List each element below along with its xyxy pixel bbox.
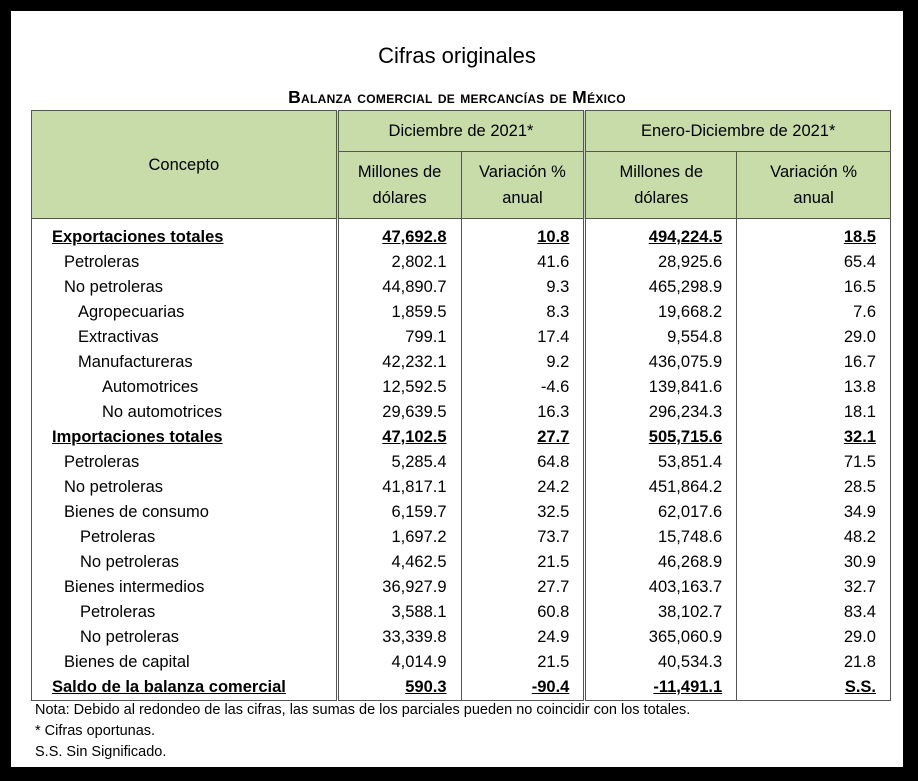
cell-dic-millones: 47,102.5 (382, 428, 447, 446)
cell-dic-millones: 4,014.9 (337, 650, 461, 675)
cell-dic-variacion: 10.8 (537, 228, 570, 246)
table-row (32, 625, 891, 650)
note-asterisk: * Cifras oportunas. (35, 723, 156, 739)
row-label: Importaciones totales (52, 428, 223, 446)
cell-dic-variacion: 32.5 (461, 500, 585, 525)
subtitle: Cifras originales (378, 43, 536, 68)
header-millones-ene: Millones de dólares (585, 152, 737, 219)
trade-balance-table (31, 110, 891, 701)
cell-dic-variacion: 27.7 (461, 575, 585, 600)
cell-ene-millones: 62,017.6 (585, 500, 737, 525)
cell-ene-millones: 19,668.2 (585, 300, 737, 325)
document-frame (8, 8, 906, 770)
cell-ene-millones: 451,864.2 (585, 475, 737, 500)
table-row (32, 500, 891, 525)
table-row (32, 425, 891, 450)
row-label: Bienes de consumo (32, 500, 338, 525)
cell-dic-variacion: 16.3 (461, 400, 585, 425)
table-row (32, 400, 891, 425)
table-row (32, 350, 891, 375)
cell-ene-millones: 28,925.6 (585, 250, 737, 275)
row-label: Automotrices (32, 375, 338, 400)
row-label: Bienes intermedios (32, 575, 338, 600)
table-row (32, 325, 891, 350)
cell-ene-millones: 139,841.6 (585, 375, 737, 400)
cell-dic-millones: 590.3 (405, 678, 447, 696)
cell-dic-millones: 2,802.1 (337, 250, 461, 275)
cell-dic-variacion: 24.9 (461, 625, 585, 650)
cell-ene-variacion: 29.0 (737, 325, 891, 350)
cell-dic-variacion: -4.6 (461, 375, 585, 400)
table-row (32, 575, 891, 600)
row-label: Bienes de capital (32, 650, 338, 675)
cell-ene-millones: 365,060.9 (585, 625, 737, 650)
cell-dic-millones: 4,462.5 (337, 550, 461, 575)
table-title: Balanza comercial de mercancías de México (288, 87, 626, 107)
cell-dic-variacion: 41.6 (461, 250, 585, 275)
note-ss: S.S. Sin Significado. (35, 744, 167, 760)
cell-dic-millones: 42,232.1 (337, 350, 461, 375)
header-concepto: Concepto (32, 111, 338, 219)
cell-ene-variacion: 32.1 (843, 428, 876, 446)
cell-dic-variacion: -90.4 (531, 678, 570, 696)
cell-ene-variacion: 21.8 (737, 650, 891, 675)
cell-ene-millones: 9,554.8 (585, 325, 737, 350)
cell-dic-variacion: 9.3 (461, 275, 585, 300)
cell-ene-millones: 494,224.5 (648, 228, 723, 246)
cell-ene-variacion: 16.7 (737, 350, 891, 375)
table-row (32, 600, 891, 625)
cell-ene-millones: 15,748.6 (585, 525, 737, 550)
cell-dic-millones: 799.1 (337, 325, 461, 350)
header-period-jan-dec: Enero-Diciembre de 2021* (585, 111, 891, 152)
cell-ene-variacion: S.S. (844, 678, 876, 696)
cell-ene-variacion: 29.0 (737, 625, 891, 650)
cell-dic-variacion: 24.2 (461, 475, 585, 500)
cell-ene-variacion: 16.5 (737, 275, 891, 300)
cell-ene-variacion: 32.7 (737, 575, 891, 600)
cell-ene-variacion: 71.5 (737, 450, 891, 475)
row-label: Agropecuarias (32, 300, 338, 325)
row-label: Petroleras (32, 250, 338, 275)
cell-ene-millones: 40,534.3 (585, 650, 737, 675)
cell-dic-millones: 41,817.1 (337, 475, 461, 500)
cell-dic-variacion: 21.5 (461, 550, 585, 575)
cell-dic-millones: 36,927.9 (337, 575, 461, 600)
cell-ene-millones: 296,234.3 (585, 400, 737, 425)
table-row (32, 475, 891, 500)
cell-dic-millones: 5,285.4 (337, 450, 461, 475)
cell-ene-variacion: 7.6 (737, 300, 891, 325)
row-label: Petroleras (32, 525, 338, 550)
cell-ene-millones: -11,491.1 (653, 678, 723, 696)
cell-ene-variacion: 83.4 (737, 600, 891, 625)
cell-dic-millones: 1,859.5 (337, 300, 461, 325)
cell-dic-millones: 3,588.1 (337, 600, 461, 625)
cell-ene-millones: 53,851.4 (585, 450, 737, 475)
cell-dic-millones: 1,697.2 (337, 525, 461, 550)
row-label: No petroleras (32, 475, 338, 500)
row-label: No petroleras (32, 625, 338, 650)
table-row (32, 250, 891, 275)
cell-ene-variacion: 28.5 (737, 475, 891, 500)
cell-ene-millones: 436,075.9 (585, 350, 737, 375)
row-label: Exportaciones totales (52, 228, 224, 246)
header-period-december: Diciembre de 2021* (337, 111, 585, 152)
cell-ene-millones: 505,715.6 (648, 428, 723, 446)
cell-ene-variacion: 48.2 (737, 525, 891, 550)
cell-dic-millones: 33,339.8 (337, 625, 461, 650)
note-rounding: Nota: Debido al redondeo de las cifras, las sumas de los parciales pueden no coincidir con los totales. (35, 702, 691, 718)
header-variacion-ene: Variación % anual (737, 152, 891, 219)
header-variacion-dic: Variación % anual (461, 152, 585, 219)
cell-dic-millones: 47,692.8 (382, 228, 447, 246)
table-row (32, 525, 891, 550)
table-row (32, 375, 891, 400)
cell-dic-variacion: 21.5 (461, 650, 585, 675)
table-row (32, 219, 891, 251)
table-row (32, 275, 891, 300)
row-label: Saldo de la balanza comercial (52, 678, 286, 696)
row-label: Petroleras (32, 450, 338, 475)
cell-dic-variacion: 9.2 (461, 350, 585, 375)
cell-ene-variacion: 65.4 (737, 250, 891, 275)
cell-dic-variacion: 17.4 (461, 325, 585, 350)
row-label: No petroleras (32, 275, 338, 300)
row-label: No automotrices (32, 400, 338, 425)
cell-ene-millones: 46,268.9 (585, 550, 737, 575)
table-row (32, 300, 891, 325)
cell-dic-millones: 44,890.7 (337, 275, 461, 300)
cell-ene-variacion: 13.8 (737, 375, 891, 400)
table-row (32, 650, 891, 675)
table-body (32, 219, 891, 701)
cell-ene-variacion: 34.9 (737, 500, 891, 525)
cell-dic-variacion: 73.7 (461, 525, 585, 550)
cell-dic-millones: 29,639.5 (337, 400, 461, 425)
cell-dic-variacion: 27.7 (537, 428, 570, 446)
cell-ene-millones: 38,102.7 (585, 600, 737, 625)
cell-dic-variacion: 8.3 (461, 300, 585, 325)
row-label: Petroleras (32, 600, 338, 625)
table-row (32, 675, 891, 701)
header-millones-dic: Millones de dólares (337, 152, 461, 219)
cell-ene-millones: 403,163.7 (585, 575, 737, 600)
row-label: Extractivas (32, 325, 338, 350)
row-label: No petroleras (32, 550, 338, 575)
cell-ene-variacion: 18.5 (843, 228, 876, 246)
cell-ene-variacion: 30.9 (737, 550, 891, 575)
cell-dic-variacion: 64.8 (461, 450, 585, 475)
table-row (32, 450, 891, 475)
cell-dic-millones: 12,592.5 (337, 375, 461, 400)
cell-dic-millones: 6,159.7 (337, 500, 461, 525)
footnotes (35, 700, 690, 763)
cell-ene-variacion: 18.1 (737, 400, 891, 425)
table-row (32, 550, 891, 575)
cell-dic-variacion: 60.8 (461, 600, 585, 625)
cell-ene-millones: 465,298.9 (585, 275, 737, 300)
row-label: Manufactureras (32, 350, 338, 375)
